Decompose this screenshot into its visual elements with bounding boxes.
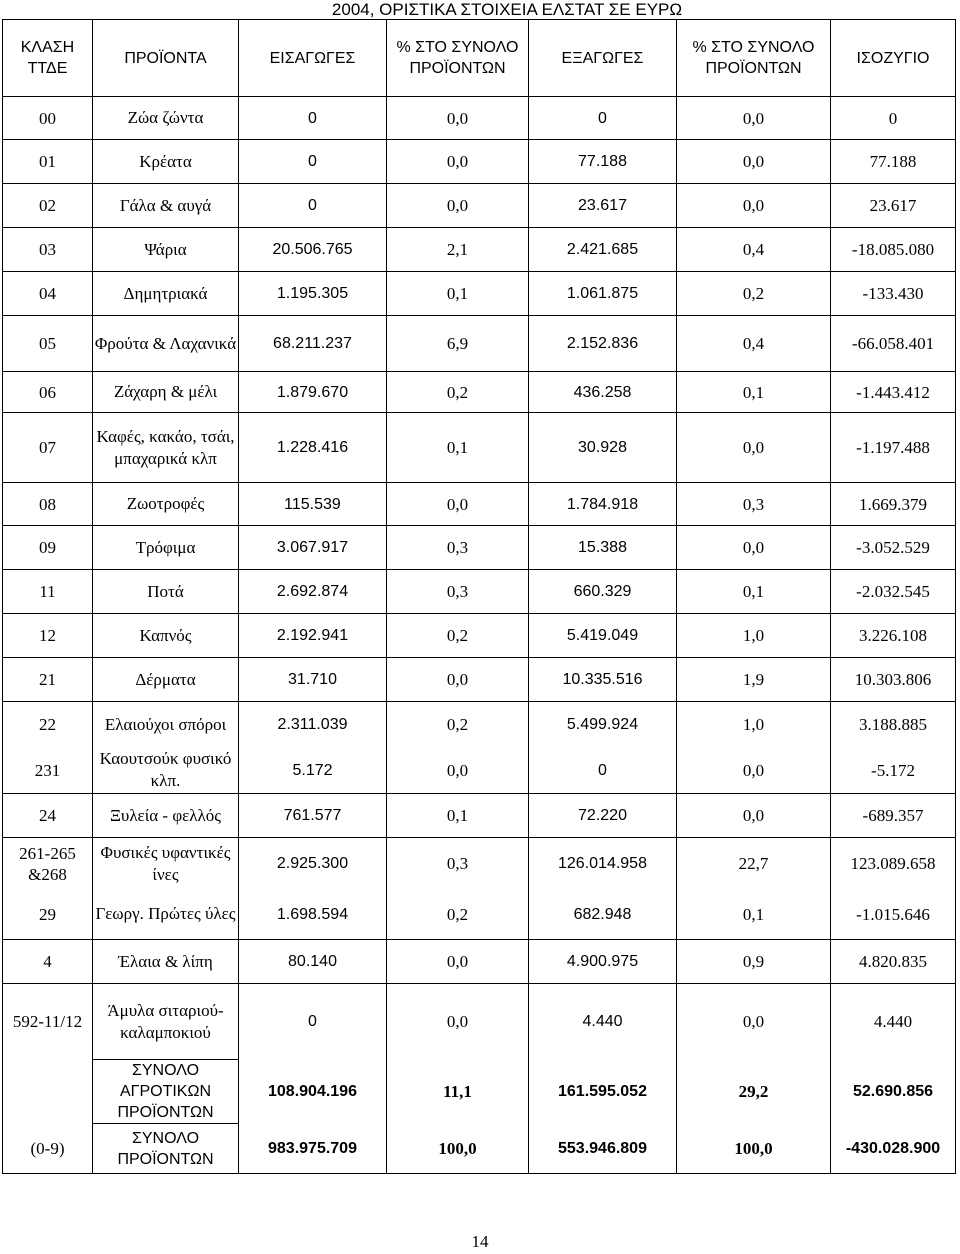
row-pct-exports: 0,0	[677, 526, 831, 570]
row-balance: -689.357	[831, 794, 956, 838]
table-row-total	[3, 1124, 956, 1174]
row-pct-exports: 0,2	[677, 272, 831, 316]
row-imports: 983.975.709	[239, 1124, 387, 1174]
row-pct-imports: 2,1	[387, 228, 529, 272]
row-product: Καουτσούκ φυσικό κλπ.	[93, 748, 239, 794]
row-code	[3, 1060, 93, 1124]
row-exports: 682.948	[529, 890, 677, 940]
table-row	[3, 838, 956, 890]
page-title: 2004, ΟΡΙΣΤΙΚΑ ΣΤΟΙΧΕΙΑ ΕΛΣΤΑΤ ΣΕ ΕΥΡΩ	[331, 0, 683, 19]
row-pct-exports: 22,7	[677, 838, 831, 890]
row-code: 01	[3, 140, 93, 184]
row-pct-imports: 0,1	[387, 794, 529, 838]
row-code: 4	[3, 940, 93, 984]
page-number: 14	[471, 1232, 489, 1251]
row-imports: 1.228.416	[239, 413, 387, 483]
row-exports: 1.061.875	[529, 272, 677, 316]
row-pct-imports: 0,3	[387, 838, 529, 890]
row-pct-imports: 0,0	[387, 184, 529, 228]
row-product: Ζώα ζώντα	[93, 97, 239, 140]
table-row	[3, 184, 956, 228]
header-pct-imports: % ΣΤΟ ΣΥΝΟΛΟ ΠΡΟΪΟΝΤΩΝ	[387, 20, 529, 97]
header-exports: ΕΞΑΓΩΓΕΣ	[529, 20, 677, 97]
row-pct-imports: 0,1	[387, 272, 529, 316]
row-product: Δέρματα	[93, 658, 239, 702]
row-code: 04	[3, 272, 93, 316]
row-code: 29	[3, 890, 93, 940]
table-row	[3, 658, 956, 702]
row-balance: 52.690.856	[831, 1060, 956, 1124]
row-balance: 123.089.658	[831, 838, 956, 890]
table-row	[3, 97, 956, 140]
row-balance: 23.617	[831, 184, 956, 228]
row-product: Ζωοτροφές	[93, 483, 239, 526]
row-balance: -1.015.646	[831, 890, 956, 940]
row-balance: 10.303.806	[831, 658, 956, 702]
row-pct-exports: 0,0	[677, 413, 831, 483]
row-exports: 2.152.836	[529, 316, 677, 372]
row-pct-exports: 1,0	[677, 614, 831, 658]
row-balance: -18.085.080	[831, 228, 956, 272]
table-row	[3, 614, 956, 658]
row-pct-exports: 0,0	[677, 140, 831, 184]
table-row	[3, 794, 956, 838]
row-pct-exports: 0,0	[677, 748, 831, 794]
row-pct-imports: 11,1	[387, 1060, 529, 1124]
row-product: Τρόφιμα	[93, 526, 239, 570]
row-pct-exports: 0,0	[677, 984, 831, 1060]
row-balance: -1.197.488	[831, 413, 956, 483]
row-product: Ελαιούχοι σπόροι	[93, 702, 239, 748]
row-pct-imports: 0,2	[387, 614, 529, 658]
row-product: Φυσικές υφαντικές ίνες	[93, 838, 239, 890]
header-products: ΠΡΟΪΟΝΤΑ	[93, 20, 239, 97]
row-pct-imports: 0,1	[387, 413, 529, 483]
row-code: 11	[3, 570, 93, 614]
row-pct-exports: 0,1	[677, 890, 831, 940]
row-balance: -1.443.412	[831, 372, 956, 413]
row-pct-imports: 0,2	[387, 372, 529, 413]
row-product: Ξυλεία - φελλός	[93, 794, 239, 838]
row-exports: 5.419.049	[529, 614, 677, 658]
row-product: Δημητριακά	[93, 272, 239, 316]
table-row	[3, 140, 956, 184]
header-balance: ΙΣΟΖΥΓΙΟ	[831, 20, 956, 97]
row-code: 22	[3, 702, 93, 748]
row-pct-exports: 0,1	[677, 372, 831, 413]
row-pct-imports: 0,0	[387, 658, 529, 702]
row-pct-exports: 0,0	[677, 794, 831, 838]
row-pct-imports: 6,9	[387, 316, 529, 372]
row-balance: -2.032.545	[831, 570, 956, 614]
row-code: 21	[3, 658, 93, 702]
row-exports: 126.014.958	[529, 838, 677, 890]
row-product: Ζάχαρη & μέλι	[93, 372, 239, 413]
row-imports: 2.192.941	[239, 614, 387, 658]
row-exports: 1.784.918	[529, 483, 677, 526]
row-code: 06	[3, 372, 93, 413]
header-imports: ΕΙΣΑΓΩΓΕΣ	[239, 20, 387, 97]
row-imports: 761.577	[239, 794, 387, 838]
row-balance: 3.188.885	[831, 702, 956, 748]
row-pct-exports: 0,4	[677, 228, 831, 272]
header-class: ΚΛΑΣΗ ΤΤΔΕ	[3, 20, 93, 97]
row-code: 24	[3, 794, 93, 838]
row-product: Ποτά	[93, 570, 239, 614]
row-pct-imports: 0,0	[387, 984, 529, 1060]
row-imports: 5.172	[239, 748, 387, 794]
row-pct-exports: 0,0	[677, 184, 831, 228]
row-pct-exports: 0,1	[677, 570, 831, 614]
row-imports: 108.904.196	[239, 1060, 387, 1124]
row-pct-imports: 0,0	[387, 483, 529, 526]
row-code: 05	[3, 316, 93, 372]
row-exports: 553.946.809	[529, 1124, 677, 1174]
row-code: 02	[3, 184, 93, 228]
row-balance: 0	[831, 97, 956, 140]
row-product: Άμυλα σιταριού-καλαμποκιού	[93, 984, 239, 1060]
row-product: Φρούτα & Λαχανικά	[93, 316, 239, 372]
row-imports: 0	[239, 97, 387, 140]
row-product: Ψάρια	[93, 228, 239, 272]
row-exports: 10.335.516	[529, 658, 677, 702]
row-imports: 0	[239, 184, 387, 228]
row-code: 08	[3, 483, 93, 526]
row-product: ΣΥΝΟΛΟ ΑΓΡΟΤΙΚΩΝ ΠΡΟΪΟΝΤΩΝ	[93, 1060, 239, 1124]
row-pct-imports: 0,0	[387, 140, 529, 184]
row-balance: -3.052.529	[831, 526, 956, 570]
row-pct-exports: 100,0	[677, 1124, 831, 1174]
table-row	[3, 890, 956, 940]
table-row-total-agri	[3, 1060, 956, 1124]
table-row	[3, 984, 956, 1060]
row-exports: 660.329	[529, 570, 677, 614]
trade-table	[2, 19, 956, 1174]
row-exports: 30.928	[529, 413, 677, 483]
row-balance: -5.172	[831, 748, 956, 794]
row-code: 592-11/12	[3, 984, 93, 1060]
row-product: Γάλα & αυγά	[93, 184, 239, 228]
row-balance: 4.820.835	[831, 940, 956, 984]
row-pct-exports: 0,9	[677, 940, 831, 984]
header-pct-exports: % ΣΤΟ ΣΥΝΟΛΟ ΠΡΟΪΟΝΤΩΝ	[677, 20, 831, 97]
row-imports: 2.692.874	[239, 570, 387, 614]
row-exports: 72.220	[529, 794, 677, 838]
row-exports: 15.388	[529, 526, 677, 570]
row-code: (0-9)	[3, 1124, 93, 1174]
row-exports: 77.188	[529, 140, 677, 184]
row-pct-exports: 0,0	[677, 97, 831, 140]
row-product: Κρέατα	[93, 140, 239, 184]
row-imports: 115.539	[239, 483, 387, 526]
table-row	[3, 483, 956, 526]
row-exports: 0	[529, 97, 677, 140]
table-row	[3, 526, 956, 570]
table-row	[3, 940, 956, 984]
row-exports: 23.617	[529, 184, 677, 228]
table-row	[3, 372, 956, 413]
row-balance: -66.058.401	[831, 316, 956, 372]
row-balance: 1.669.379	[831, 483, 956, 526]
row-code: 09	[3, 526, 93, 570]
row-exports: 4.900.975	[529, 940, 677, 984]
row-pct-imports: 100,0	[387, 1124, 529, 1174]
row-exports: 4.440	[529, 984, 677, 1060]
table-row	[3, 413, 956, 483]
row-balance: -430.028.900	[831, 1124, 956, 1174]
table-row	[3, 570, 956, 614]
table-row	[3, 702, 956, 748]
row-exports: 2.421.685	[529, 228, 677, 272]
row-imports: 1.195.305	[239, 272, 387, 316]
row-balance: 77.188	[831, 140, 956, 184]
row-exports: 161.595.052	[529, 1060, 677, 1124]
row-imports: 20.506.765	[239, 228, 387, 272]
row-pct-imports: 0,2	[387, 702, 529, 748]
row-product: Έλαια & λίπη	[93, 940, 239, 984]
row-code: 231	[3, 748, 93, 794]
row-product: ΣΥΝΟΛΟ ΠΡΟΪΟΝΤΩΝ	[93, 1124, 239, 1174]
row-pct-exports: 0,4	[677, 316, 831, 372]
table-row	[3, 272, 956, 316]
table-row	[3, 228, 956, 272]
row-code: 261-265 &268	[3, 838, 93, 890]
row-pct-imports: 0,3	[387, 526, 529, 570]
row-pct-exports: 0,3	[677, 483, 831, 526]
row-pct-imports: 0,3	[387, 570, 529, 614]
row-product: Καπνός	[93, 614, 239, 658]
row-pct-exports: 1,9	[677, 658, 831, 702]
row-imports: 0	[239, 140, 387, 184]
row-balance: 4.440	[831, 984, 956, 1060]
row-product: Γεωργ. Πρώτες ύλες	[93, 890, 239, 940]
row-imports: 2.311.039	[239, 702, 387, 748]
row-imports: 2.925.300	[239, 838, 387, 890]
table-row	[3, 748, 956, 794]
row-pct-exports: 1,0	[677, 702, 831, 748]
row-exports: 5.499.924	[529, 702, 677, 748]
row-pct-imports: 0,0	[387, 97, 529, 140]
row-balance: 3.226.108	[831, 614, 956, 658]
row-exports: 436.258	[529, 372, 677, 413]
row-code: 07	[3, 413, 93, 483]
row-imports: 31.710	[239, 658, 387, 702]
row-imports: 1.698.594	[239, 890, 387, 940]
row-imports: 1.879.670	[239, 372, 387, 413]
header-row	[3, 20, 956, 97]
table-row	[3, 316, 956, 372]
row-imports: 80.140	[239, 940, 387, 984]
row-code: 03	[3, 228, 93, 272]
row-imports: 68.211.237	[239, 316, 387, 372]
row-pct-imports: 0,2	[387, 890, 529, 940]
row-pct-exports: 29,2	[677, 1060, 831, 1124]
row-product: Καφές, κακάο, τσάι, μπαχαρικά κλπ	[93, 413, 239, 483]
row-pct-imports: 0,0	[387, 748, 529, 794]
row-imports: 3.067.917	[239, 526, 387, 570]
row-imports: 0	[239, 984, 387, 1060]
row-pct-imports: 0,0	[387, 940, 529, 984]
row-code: 00	[3, 97, 93, 140]
row-exports: 0	[529, 748, 677, 794]
row-balance: -133.430	[831, 272, 956, 316]
row-code: 12	[3, 614, 93, 658]
